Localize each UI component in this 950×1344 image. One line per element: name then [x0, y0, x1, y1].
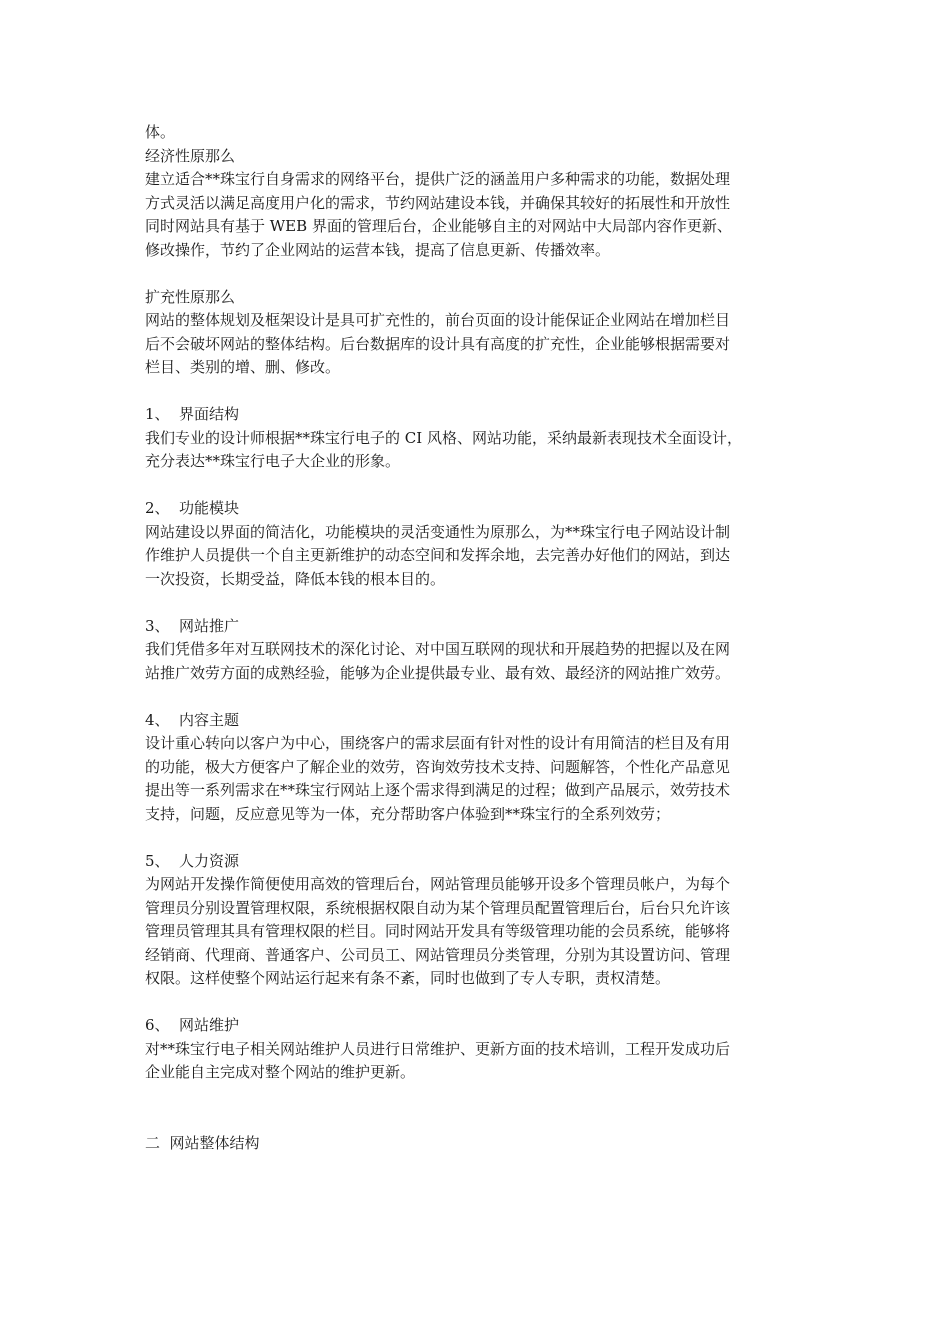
section-heading-interface-structure [145, 403, 810, 427]
paragraph-line: 的功能，极大方便客户了解企业的效劳，咨询效劳技术支持、问题解答，个性化产品意见 [145, 757, 731, 776]
paragraph-line: 为网站开发操作简便使用高效的管理后台，网站管理员能够开设多个管理员帐户，为每个 [145, 875, 731, 893]
section-title: 内容主题 [179, 710, 240, 729]
paragraph-line: 修改操作，节约了企业网站的运营本钱，提高了信息更新、传播效率。 [145, 240, 611, 259]
scalability-principle-heading: 扩充性原那么 [145, 287, 236, 306]
section-title: 网站维护 [179, 1016, 240, 1034]
section-title: 功能模块 [179, 499, 240, 517]
paragraph-line: 网站的整体规划及框架设计是具可扩充性的，前台页面的设计能保证企业网站在增加栏目 [145, 311, 731, 329]
intro-tail-text: 体。 [145, 123, 176, 141]
section-paragraph [145, 732, 810, 826]
paragraph-line: 一次投资，长期受益，降低本钱的根本目的。 [145, 569, 446, 588]
section-heading-content-theme [145, 709, 810, 733]
section-paragraph [145, 638, 810, 685]
economy-principle-heading: 经济性原那么 [145, 146, 236, 165]
paragraph-line: 作维护人员提供一个自主更新维护的动态空间和发挥余地，去完善办好他们的网站，到达 [145, 546, 731, 564]
paragraph-line: 网站建设以界面的简洁化，功能模块的灵活变通性为原那么，为**珠宝行电子网站设计制 [145, 522, 731, 541]
section-heading-website-maintenance [145, 1014, 810, 1038]
paragraph-line: 充分表达**珠宝行电子大企业的形象。 [145, 452, 401, 470]
paragraph-line: 栏目、类别的增、删、修改。 [145, 358, 341, 376]
section-number: 6、 [145, 1016, 170, 1034]
paragraph-line: 我们专业的设计师根据**珠宝行电子的 CI 风格、网站功能，采纳最新表现技术全面设计， [145, 428, 742, 447]
section-number: 2、 [145, 499, 170, 517]
paragraph-line: 后不会破坏网站的整体结构。后台数据库的设计具有高度的扩充性，企业能够根据需要对 [145, 334, 731, 353]
section-heading-human-resources [145, 850, 810, 874]
paragraph-line: 同时网站具有基于 WEB 界面的管理后台，企业能够自主的对网站中大局部内容作更新、 [145, 217, 732, 235]
section-number: 5、 [145, 851, 170, 870]
paragraph-line: 我们凭借多年对互联网技术的深化讨论、对中国互联网的现状和开展趋势的把握以及在网 [145, 640, 731, 658]
economy-principle-paragraph [145, 168, 810, 262]
section-number: 1、 [145, 405, 170, 423]
paragraph-line: 支持，问题，反应意见等为一体，充分帮助客户体验到**珠宝行的全系列效劳； [145, 804, 671, 823]
section-paragraph [145, 1038, 810, 1085]
section-heading-function-modules [145, 497, 810, 521]
section-paragraph [145, 427, 810, 474]
scalability-principle-paragraph [145, 309, 810, 380]
paragraph-line: 对**珠宝行电子相关网站维护人员进行日常维护、更新方面的技术培训，工程开发成功后 [145, 1039, 731, 1058]
paragraph-line: 提出等一系列需求在**珠宝行网站上逐个需求得到满足的过程；做到产品展示，效劳技术 [145, 781, 731, 799]
chapter-heading-overall-structure: 二 网站整体结构 [145, 1133, 260, 1152]
section-paragraph [145, 873, 810, 991]
section-number: 4、 [145, 710, 170, 729]
paragraph-line: 方式灵活以满足高度用户化的需求，节约网站建设本钱，并确保其较好的拓展性和开放性 [145, 193, 731, 212]
paragraph-line: 经销商、代理商、普通客户、公司员工、网站管理员分类管理，分别为其设置访问、管理 [145, 945, 731, 964]
section-title: 人力资源 [179, 851, 240, 870]
paragraph-line: 管理员分别设置管理权限，系统根据权限自动为某个管理员配置管理后台，后台只允许该 [145, 898, 731, 917]
paragraph-line: 站推广效劳方面的成熟经验，能够为企业提供最专业、最有效、最经济的网站推广效劳。 [145, 663, 731, 682]
paragraph-line: 企业能自主完成对整个网站的维护更新。 [145, 1063, 416, 1081]
paragraph-line: 权限。这样使整个网站运行起来有条不紊，同时也做到了专人专职，责权清楚。 [145, 969, 671, 987]
section-heading-website-promotion [145, 615, 810, 639]
document-page [145, 121, 810, 1155]
section-title: 网站推广 [179, 616, 240, 635]
paragraph-line: 建立适合**珠宝行自身需求的网络平台，提供广泛的涵盖用户多种需求的功能，数据处理 [145, 170, 731, 188]
paragraph-line: 设计重心转向以客户为中心，围绕客户的需求层面有针对性的设计有用简洁的栏目及有用 [145, 734, 731, 752]
paragraph-line: 管理员管理其具有管理权限的栏目。同时网站开发具有等级管理功能的会员系统，能够将 [145, 922, 731, 940]
section-title: 界面结构 [179, 405, 240, 423]
section-number: 3、 [145, 616, 170, 635]
section-paragraph [145, 521, 810, 592]
